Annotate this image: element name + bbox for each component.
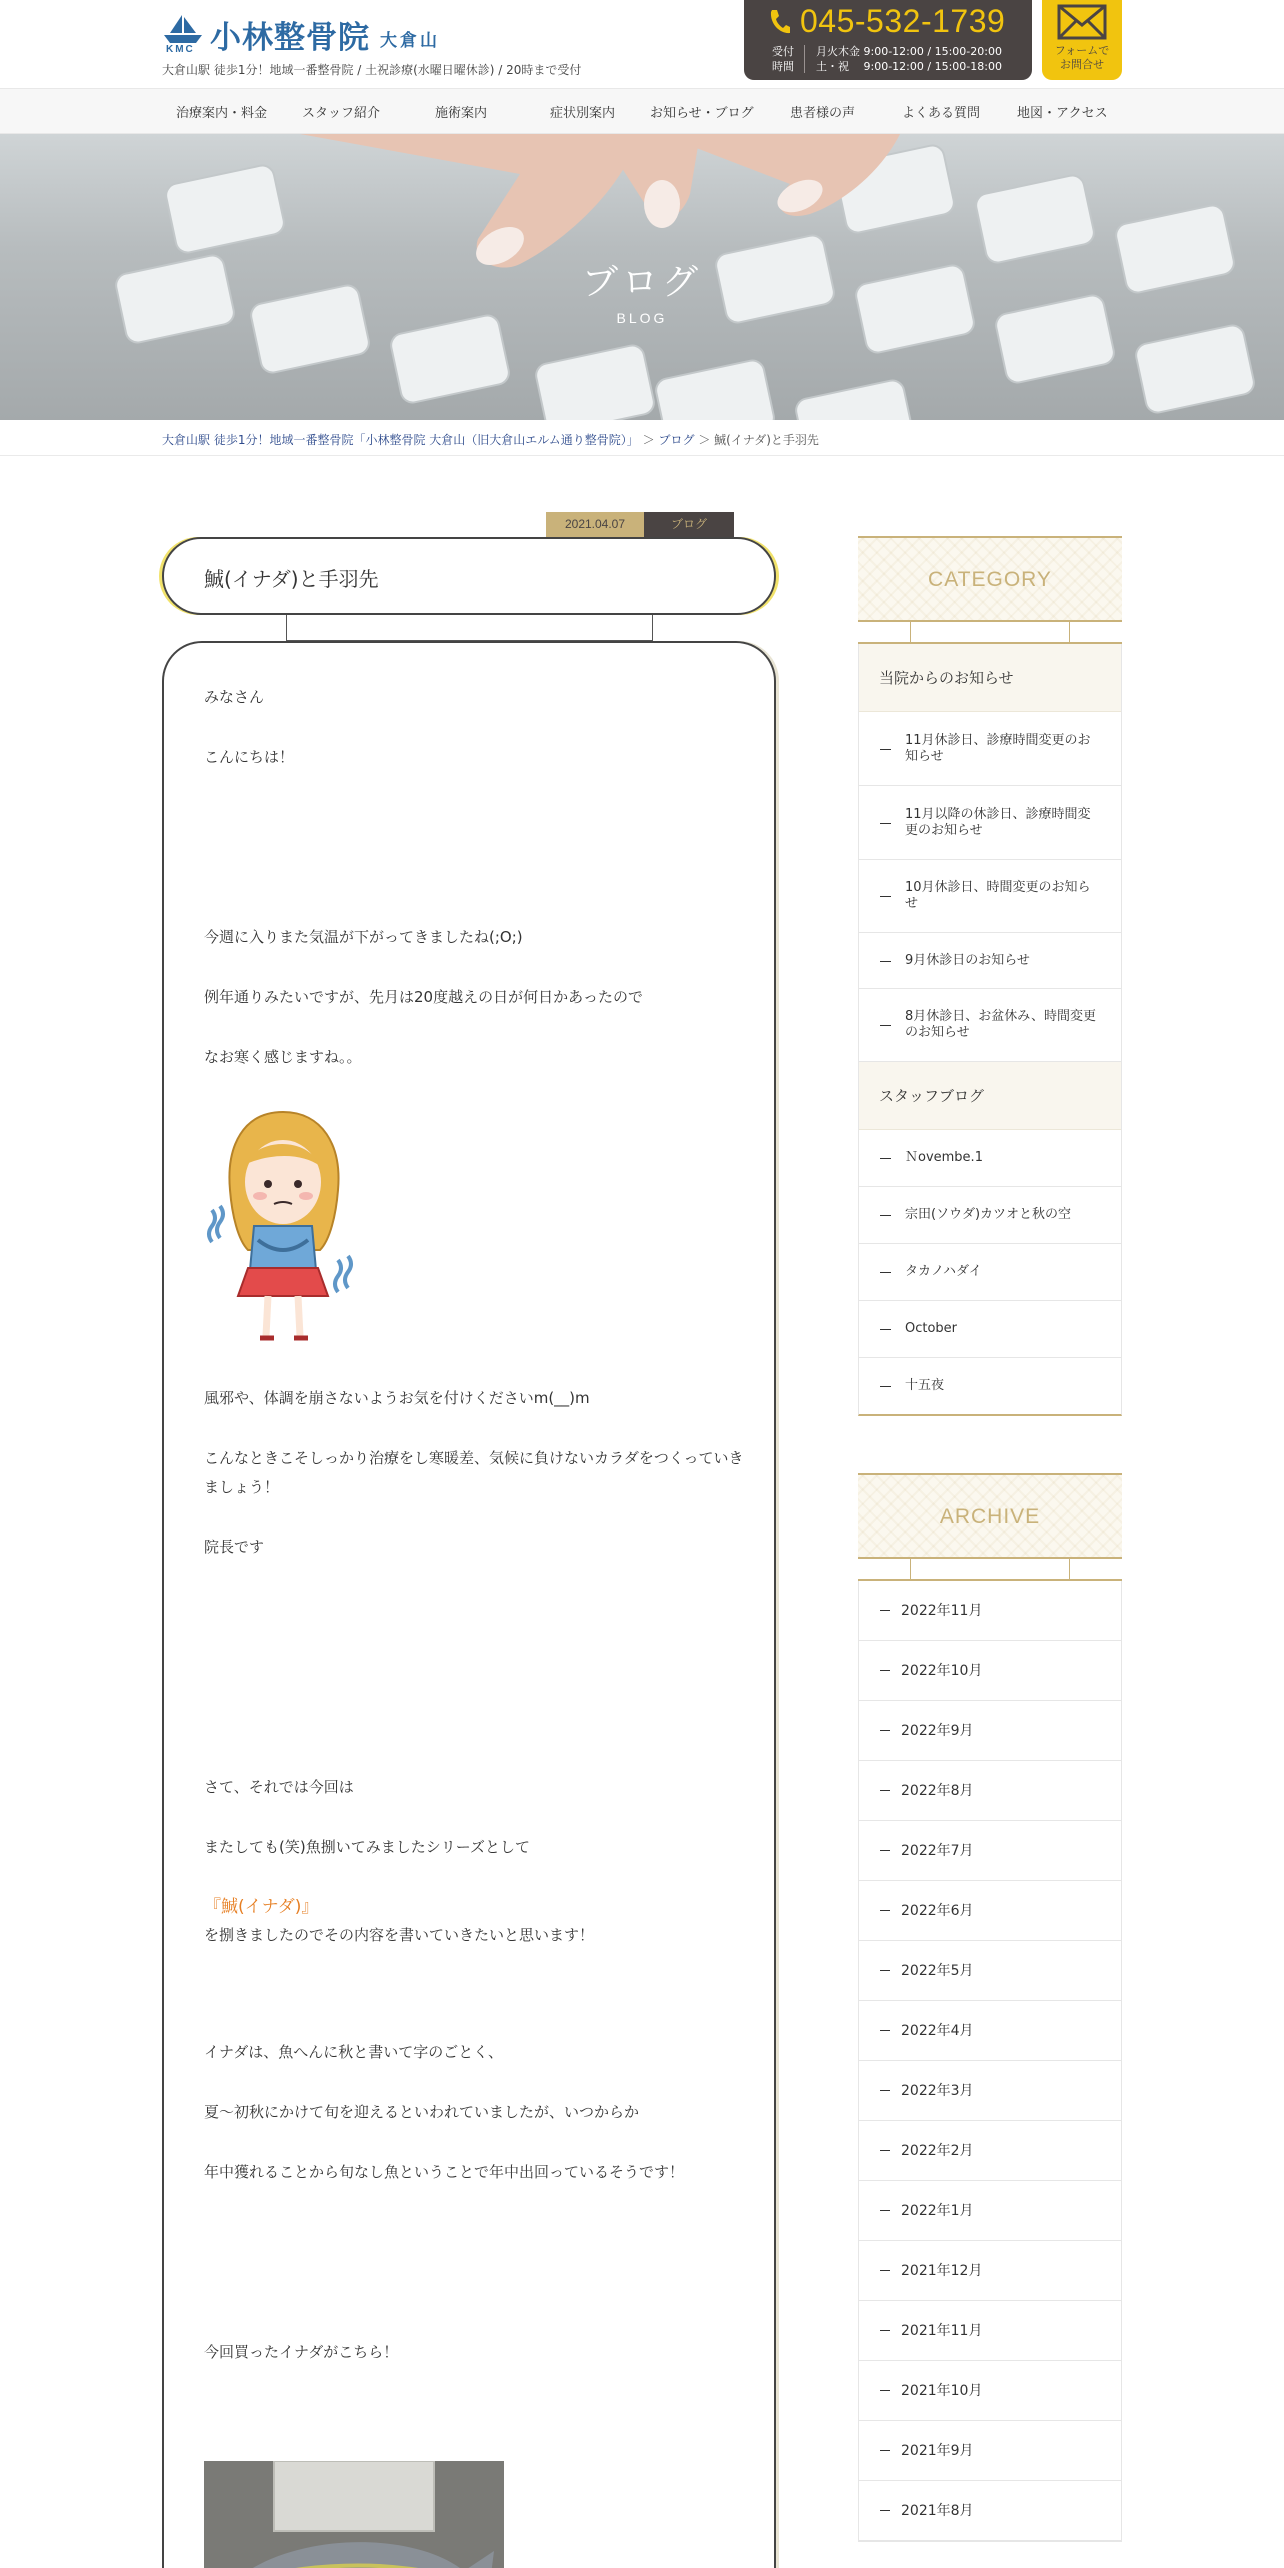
hero-subtitle: BLOG bbox=[616, 310, 668, 326]
post-paragraph: 今回買ったイナダがこちら！ bbox=[204, 2343, 399, 2361]
logo-name: 小林整骨院 bbox=[210, 20, 370, 56]
breadcrumb-separator: ＞ bbox=[698, 433, 711, 447]
cold-woman-illustration bbox=[204, 1100, 362, 1350]
archive-month-link[interactable]: 2021年8月 bbox=[859, 2481, 1121, 2541]
sidebar-post-link[interactable]: 十五夜 bbox=[859, 1358, 1121, 1414]
post-paragraph: なお寒く感じますね。。 bbox=[204, 1048, 362, 1066]
nav-item-treatment-price[interactable]: 治療案内・料金 bbox=[176, 106, 268, 121]
main-nav bbox=[0, 88, 1284, 134]
nav-item-faq[interactable]: よくある質問 bbox=[902, 106, 981, 121]
connector-line bbox=[858, 622, 1122, 644]
nav-item-symptoms[interactable]: 症状別案内 bbox=[550, 106, 616, 121]
divider bbox=[804, 45, 805, 73]
logo-mark-text: KMC bbox=[166, 43, 195, 55]
archive-month-link[interactable]: 2022年4月 bbox=[859, 2001, 1121, 2061]
archive-month-link[interactable]: 2022年3月 bbox=[859, 2061, 1121, 2121]
post-paragraph: こんにちは！ bbox=[204, 748, 295, 766]
archive-month-link[interactable]: 2022年5月 bbox=[859, 1941, 1121, 2001]
post-paragraph: 風邪や、体調を崩さないようお気を付けくださいm(__)m bbox=[204, 1389, 590, 1407]
reception-label bbox=[768, 44, 798, 74]
post-date: 2021.04.07 bbox=[546, 512, 644, 537]
category-list bbox=[858, 644, 1122, 1416]
sidebar-post-link[interactable]: 8月休診日、お盆休み、時間変更のお知らせ bbox=[859, 989, 1121, 1062]
sidebar-post-link[interactable]: 10月休診日、時間変更のお知らせ bbox=[859, 860, 1121, 933]
archive-month-link[interactable]: 2022年7月 bbox=[859, 1821, 1121, 1881]
connector-line bbox=[652, 615, 653, 641]
post-paragraph: またしても(笑)魚捌いてみましたシリーズとして bbox=[204, 1838, 530, 1856]
post-paragraph: さて、それでは今回は bbox=[204, 1778, 354, 1796]
nav-item-news-blog[interactable]: お知らせ・ブログ bbox=[650, 106, 754, 121]
contact-form-button[interactable] bbox=[1042, 0, 1122, 80]
archive-month-link[interactable]: 2021年10月 bbox=[859, 2361, 1121, 2421]
connector-line bbox=[858, 1559, 1122, 1581]
sidebar-archive bbox=[858, 1473, 1122, 2542]
post-title-box bbox=[162, 537, 776, 615]
hours-weekday: 月火木金 9:00-12:00 / 15:00-20:00 bbox=[816, 45, 1002, 58]
sidebar-archive-title: ARCHIVE bbox=[858, 1475, 1122, 1559]
nav-item-staff[interactable]: スタッフ紹介 bbox=[302, 106, 381, 121]
envelope-icon bbox=[1057, 3, 1107, 41]
reception-label-line1: 受付 bbox=[772, 45, 794, 58]
post-paragraph: イナダは、魚へんに秋と書いて字のごとく、 bbox=[204, 2043, 503, 2061]
breadcrumb bbox=[162, 431, 819, 448]
sidebar-category bbox=[858, 536, 1122, 1416]
post-paragraph: みなさん bbox=[204, 688, 265, 706]
archive-month-link[interactable]: 2021年9月 bbox=[859, 2421, 1121, 2481]
breadcrumb-current: 鯎(イナダ)と手羽先 bbox=[714, 433, 819, 447]
sidebar-post-link[interactable]: 11月以降の休診日、診療時間変更のお知らせ bbox=[859, 786, 1121, 860]
archive-month-link[interactable]: 2022年11月 bbox=[859, 1581, 1121, 1641]
archive-month-link[interactable]: 2022年6月 bbox=[859, 1881, 1121, 1941]
post-body bbox=[162, 641, 776, 2568]
category-group-notice[interactable]: 当院からのお知らせ bbox=[859, 644, 1121, 712]
phone-icon bbox=[768, 9, 790, 39]
post-paragraph: 院長です bbox=[204, 1538, 265, 1556]
phone-contact-button[interactable] bbox=[744, 0, 1032, 80]
sidebar-post-link[interactable]: October bbox=[859, 1301, 1121, 1358]
nav-item-access[interactable]: 地図・アクセス bbox=[1017, 106, 1108, 121]
logo-area: 大倉山 bbox=[380, 31, 440, 51]
connector-line bbox=[286, 615, 287, 641]
breadcrumb-home-link[interactable]: 大倉山駅 徒歩1分！地域一番整骨院「小林整骨院 大倉山（旧大倉山エルム通り整骨院）」 bbox=[162, 433, 639, 447]
post-paragraph: 夏～初秋にかけて旬を迎えるといわれていましたが、いつからか bbox=[204, 2103, 640, 2121]
fish-photo bbox=[204, 2461, 504, 2568]
post-paragraph: を捌きましたのでその内容を書いていきたいと思います！ bbox=[204, 1926, 595, 1944]
post-paragraph: 年中獲れることから旬なし魚ということで年中出回っているそうです！ bbox=[204, 2163, 685, 2181]
archive-month-link[interactable]: 2022年9月 bbox=[859, 1701, 1121, 1761]
sidebar-category-title: CATEGORY bbox=[858, 538, 1122, 622]
category-group-staff-blog[interactable]: スタッフブログ bbox=[859, 1062, 1121, 1130]
sidebar-post-link[interactable]: タカノハダイ bbox=[859, 1244, 1121, 1301]
reception-label-line2: 時間 bbox=[772, 60, 794, 73]
archive-list bbox=[858, 1581, 1122, 2542]
archive-month-link[interactable]: 2022年10月 bbox=[859, 1641, 1121, 1701]
archive-month-link[interactable]: 2022年8月 bbox=[859, 1761, 1121, 1821]
post-paragraph: 例年通りみたいですが、先月は20度越えの日が何日かあったので bbox=[204, 988, 643, 1006]
reception-hours bbox=[816, 44, 1002, 74]
archive-month-link[interactable]: 2022年2月 bbox=[859, 2121, 1121, 2181]
archive-month-link[interactable]: 2021年11月 bbox=[859, 2301, 1121, 2361]
post-category-badge[interactable]: ブログ bbox=[644, 512, 734, 537]
nav-item-treatment-guide[interactable]: 施術案内 bbox=[435, 106, 488, 121]
site-header bbox=[0, 0, 1284, 88]
breadcrumb-blog-link[interactable]: ブログ bbox=[658, 433, 695, 447]
ship-logo-icon bbox=[162, 13, 204, 57]
hours-saturday: 土・祝 9:00-12:00 / 15:00-18:00 bbox=[816, 60, 1002, 73]
site-logo[interactable] bbox=[162, 12, 440, 57]
sidebar-post-link[interactable]: 11月休診日、診療時間変更のお知らせ bbox=[859, 712, 1121, 786]
divider bbox=[0, 455, 1284, 456]
post-paragraph: こんなときこそしっかり治療をし寒暖差、気候に負けないカラダをつくっていきましょう！ bbox=[204, 1449, 744, 1496]
contact-form-label-line1: フォームで bbox=[1054, 44, 1110, 57]
post-highlight: 『鯎(イナダ)』 bbox=[204, 1897, 319, 1917]
sidebar-post-link[interactable]: Ｎovembe.1 bbox=[859, 1130, 1121, 1187]
archive-month-link[interactable]: 2022年1月 bbox=[859, 2181, 1121, 2241]
sidebar-post-link[interactable]: 9月休診日のお知らせ bbox=[859, 933, 1121, 989]
phone-number: 045-532-1739 bbox=[800, 3, 1006, 39]
header-subtitle: 大倉山駅 徒歩1分！地域一番整骨院 / 土祝診療(水曜日曜休診) / 20時まで受付 bbox=[162, 63, 582, 77]
contact-form-label-line2: お問合せ bbox=[1060, 58, 1104, 71]
breadcrumb-separator: ＞ bbox=[642, 433, 655, 447]
contact-form-label bbox=[1042, 44, 1122, 72]
post-title: 鯎(イナダ)と手羽先 bbox=[204, 567, 379, 591]
archive-month-link[interactable]: 2021年12月 bbox=[859, 2241, 1121, 2301]
post-paragraph: 今週に入りまた気温が下がってきましたね(;O;) bbox=[204, 928, 523, 946]
hero-title: ブログ bbox=[581, 262, 702, 303]
sidebar-post-link[interactable]: 宗田(ソウダ)カツオと秋の空 bbox=[859, 1187, 1121, 1244]
hero-banner bbox=[0, 134, 1284, 420]
nav-item-voices[interactable]: 患者様の声 bbox=[790, 106, 856, 121]
